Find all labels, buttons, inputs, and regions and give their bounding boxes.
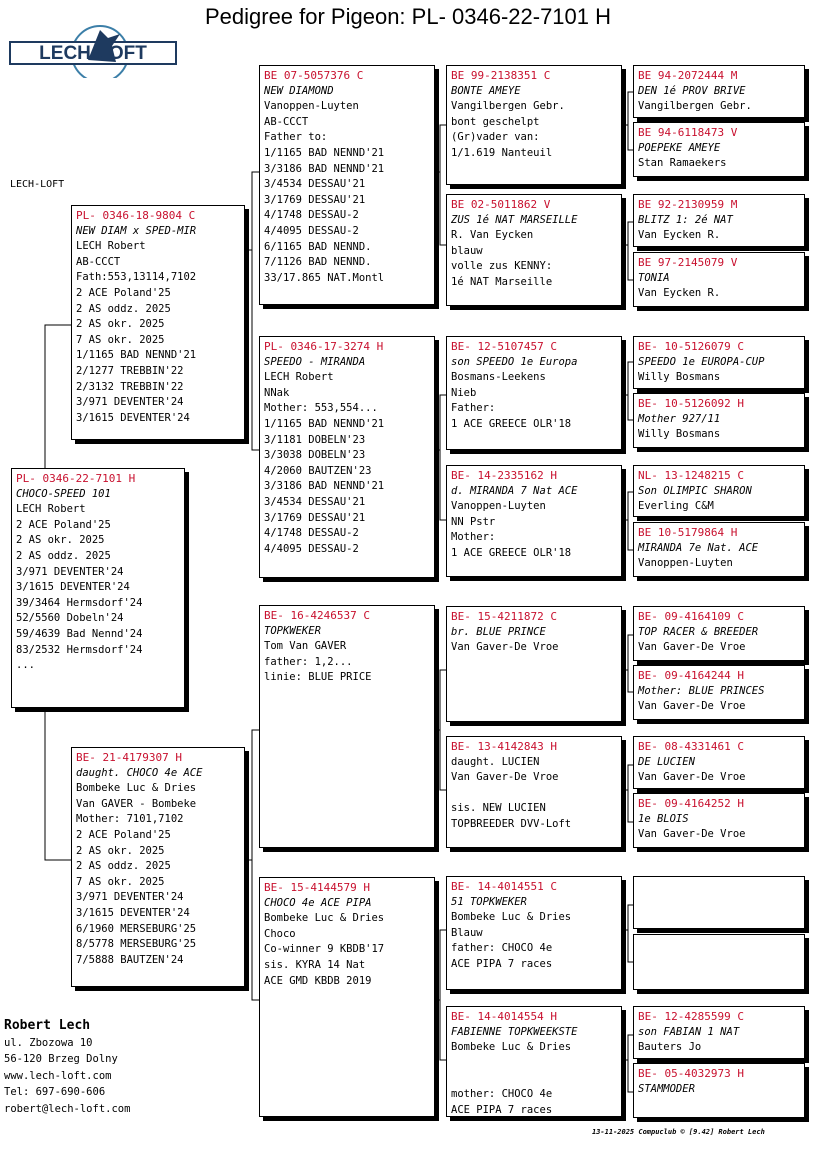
ring-number: PL- 0346-17-3274 H (264, 340, 384, 353)
pigeon-name: STAMMODER (638, 1082, 695, 1095)
pigeon-g5-2[interactable] (633, 122, 805, 177)
pigeon-detail-line: 2 ACE Poland'25 (76, 828, 171, 841)
pigeon-name: SPEEDO 1e EUROPA-CUP (638, 355, 765, 368)
pigeon-name: BLITZ 1: 2é NAT (638, 213, 733, 226)
pigeon-name: 51 TOPKWEKER (451, 895, 527, 908)
pigeon-name: ZUS 1é NAT MARSEILLE (451, 213, 578, 226)
pigeon-detail-line: 4/1748 DESSAU-2 (264, 209, 359, 222)
pigeon-name: d. MIRANDA 7 Nat ACE (451, 484, 578, 497)
pigeon-detail-line: blauw (451, 244, 483, 257)
ring-number: BE- 08-4331461 C (638, 740, 744, 753)
pigeon-detail-line: Vanoppen-Luyten (451, 500, 546, 513)
pigeon-detail-line: 3/4534 DESSAU'21 (264, 178, 366, 191)
pigeon-detail-line: Van Gaver-De Vroe (638, 828, 746, 841)
pigeon-detail-line: Everling C&M (638, 500, 714, 513)
pigeon-detail-line: 3/1615 DEVENTER'24 (76, 411, 190, 424)
ring-number: BE 92-2130959 M (638, 198, 738, 211)
pigeon-detail-line: ACE GMD KBDB 2019 (264, 974, 372, 987)
pigeon-g5-11[interactable] (633, 736, 805, 789)
ring-number: BE- 15-4144579 H (264, 881, 370, 894)
pigeon-sire-sire[interactable] (259, 65, 435, 305)
pigeon-g5-13[interactable] (633, 876, 805, 929)
pigeon-detail-line: 83/2532 Hermsdorf'24 (16, 643, 143, 656)
pigeon-name: Mother 927/11 (638, 412, 721, 425)
ring-number: BE- 21-4179307 H (76, 751, 182, 764)
pigeon-detail-line: bont geschelpt (451, 115, 540, 128)
pigeon-name: Mother: BLUE PRINCES (638, 684, 765, 697)
pigeon-detail-line: Vanoppen-Luyten (264, 100, 359, 113)
breeder-contact (4, 1018, 130, 1117)
pigeon-detail-line: Van Gaver-De Vroe (638, 771, 746, 784)
page-title: Pedigree for Pigeon: PL- 0346-22-7101 H (204, 4, 612, 29)
svg-text:LECH-LOFT: LECH-LOFT (39, 43, 147, 64)
pigeon-detail-line: 3/3186 BAD NENND'21 (264, 480, 385, 493)
pigeon-detail-line: Willy Bosmans (638, 371, 721, 384)
pigeon-detail-line: 4/4095 DESSAU-2 (264, 542, 359, 555)
pigeon-detail-line: 2 ACE Poland'25 (16, 518, 111, 531)
pigeon-g5-9[interactable] (633, 606, 805, 661)
pigeon-detail-line: father: 1,2... (264, 655, 353, 668)
pigeon-detail-line: 52/5560 Dobeln'24 (16, 612, 124, 625)
pigeon-detail-line: ACE PIPA 7 races (451, 1103, 553, 1116)
pigeon-detail-line: father: CHOCO 4e (451, 942, 553, 955)
pigeon-name: FABIENNE TOPKWEEKSTE (451, 1025, 578, 1038)
pigeon-detail-line: 2 ACE Poland'25 (76, 286, 171, 299)
breeder-website[interactable]: www.lech-loft.com (4, 1069, 112, 1082)
pigeon-detail-line: Bombeke Luc & Dries (451, 911, 572, 924)
pigeon-name: son SPEEDO 1e Europa (451, 355, 578, 368)
pigeon-detail-line: 4/2060 BAUTZEN'23 (264, 464, 372, 477)
pigeon-sire-dam[interactable] (259, 336, 435, 578)
ring-number: BE- 12-5107457 C (451, 340, 557, 353)
pigeon-name: CHOCO 4e ACE PIPA (264, 896, 372, 909)
pigeon-detail-line: 39/3464 Hermsdorf'24 (16, 596, 143, 609)
pigeon-detail-line: NN Pstr (451, 515, 496, 528)
ring-number: BE 10-5179864 H (638, 526, 738, 539)
pigeon-detail-line: Fath:553,13114,7102 (76, 271, 197, 284)
ring-number: BE- 15-4211872 C (451, 610, 557, 623)
pigeon-sire[interactable] (71, 205, 245, 440)
ring-number: BE 02-5011862 V (451, 198, 551, 211)
pigeon-detail-line: Bosmans-Leekens (451, 371, 546, 384)
pigeon-sdd[interactable] (446, 465, 622, 577)
pigeon-name: NEW DIAMOND (264, 84, 334, 97)
ring-number: PL- 0346-18-9804 C (76, 209, 196, 222)
pigeon-detail-line: Mother: 7101,7102 (76, 813, 184, 826)
pigeon-detail-line: Vangilbergen Gebr. (451, 100, 565, 113)
breeder-address1: ul. Zbozowa 10 (4, 1036, 93, 1049)
ring-number: BE 97-2145079 V (638, 256, 738, 269)
ring-number: BE- 09-4164244 H (638, 669, 744, 682)
pigeon-subject[interactable] (11, 468, 185, 708)
pigeon-detail-line: 1 ACE GREECE OLR'18 (451, 546, 572, 559)
pigeon-g5-16[interactable] (633, 1063, 805, 1118)
pigeon-detail-line: Van Eycken R. (638, 229, 721, 242)
pigeon-detail-line: 3/971 DEVENTER'24 (76, 891, 184, 904)
pigeon-detail-line: 1/1.619 Nanteuil (451, 146, 553, 159)
pigeon-name: DEN 1é PROV BRIVE (638, 84, 746, 97)
pigeon-detail-line: R. Van Eycken (451, 229, 534, 242)
pigeon-detail-line: Father: (451, 402, 496, 415)
pigeon-dss[interactable] (446, 606, 622, 722)
pigeon-detail-line: Mother: (451, 531, 496, 544)
pigeon-detail-line: 33/17.865 NAT.Montl (264, 271, 385, 284)
ring-number: BE- 10-5126092 H (638, 397, 744, 410)
pigeon-detail-line: Vanoppen-Luyten (638, 557, 733, 570)
pigeon-detail-line: 1 ACE GREECE OLR'18 (451, 417, 572, 430)
footer-credit: 13-11-2025 Compuclub © [9.42] Robert Lech (592, 1128, 765, 1136)
pigeon-name: CHOCO-SPEED 101 (16, 487, 111, 500)
pigeon-detail-line: 2 AS oddz. 2025 (16, 549, 111, 562)
pigeon-detail-line: Willy Bosmans (638, 428, 721, 441)
pigeon-name: TONIA (638, 271, 670, 284)
pigeon-detail-line: 2/3132 TREBBIN'22 (76, 380, 184, 393)
pigeon-g5-1[interactable] (633, 65, 805, 118)
pigeon-detail-line: 7 AS okr. 2025 (76, 875, 165, 888)
pigeon-g5-6[interactable] (633, 393, 805, 448)
pigeon-detail-line: (Gr)vader van: (451, 131, 540, 144)
pigeon-g5-5[interactable] (633, 336, 805, 389)
pigeon-detail-line: volle zus KENNY: (451, 260, 553, 273)
pigeon-detail-line: 2 AS okr. 2025 (76, 844, 165, 857)
pigeon-name: NEW DIAM x SPED-MIR (76, 224, 197, 237)
ring-number: BE- 10-5126079 C (638, 340, 744, 353)
pigeon-detail-line: 2 AS okr. 2025 (16, 534, 105, 547)
pigeon-g5-4[interactable] (633, 252, 805, 307)
pigeon-detail-line: 3/1615 DEVENTER'24 (76, 906, 190, 919)
loft-name: LECH-LOFT (10, 179, 65, 190)
pigeon-detail-line: AB-CCCT (264, 115, 309, 128)
pigeon-sss[interactable] (446, 65, 622, 185)
pigeon-detail-line: Father to: (264, 131, 328, 144)
pigeon-name: son FABIAN 1 NAT (638, 1025, 740, 1038)
pigeon-detail-line: 2/1277 TREBBIN'22 (76, 364, 184, 377)
pigeon-detail-line: ... (16, 659, 35, 672)
pigeon-detail-line: Bombeke Luc & Dries (451, 1041, 572, 1054)
pigeon-g5-8[interactable] (633, 522, 805, 577)
pigeon-detail-line: 3/1615 DEVENTER'24 (16, 581, 130, 594)
pigeon-detail-line: Co-winner 9 KBDB'17 (264, 943, 385, 956)
pigeon-g5-7[interactable] (633, 465, 805, 517)
pigeon-detail-line: 1/1165 BAD NENND'21 (264, 417, 385, 430)
pigeon-detail-line: Van Gaver-De Vroe (638, 641, 746, 654)
pigeon-detail-line (451, 786, 617, 802)
ring-number: NL- 13-1248215 C (638, 469, 744, 482)
ring-number: BE- 05-4032973 H (638, 1067, 744, 1080)
ring-number: BE 99-2138351 C (451, 69, 551, 82)
pigeon-detail-line: ACE PIPA 7 races (451, 957, 553, 970)
pigeon-detail-line: 1/1165 BAD NENND'21 (264, 146, 385, 159)
pigeon-detail-line: Van GAVER - Bombeke (76, 797, 197, 810)
pigeon-detail-line: sis. KYRA 14 Nat (264, 958, 366, 971)
pigeon-detail-line: 2 AS oddz. 2025 (76, 302, 171, 315)
pigeon-detail-line: 4/1748 DESSAU-2 (264, 527, 359, 540)
pigeon-detail-line: 3/3186 BAD NENND'21 (264, 162, 385, 175)
pigeon-detail-line: 6/1165 BAD NENND. (264, 240, 372, 253)
ring-number: BE- 12-4285599 C (638, 1010, 744, 1023)
pigeon-name: BONTE AMEYE (451, 84, 521, 97)
pigeon-detail-line: AB-CCCT (76, 255, 121, 268)
pigeon-detail-line: 1é NAT Marseille (451, 275, 553, 288)
pigeon-dam-sire[interactable] (259, 605, 435, 848)
ring-number: BE- 09-4164109 C (638, 610, 744, 623)
pigeon-detail-line: 59/4639 Bad Nennd'24 (16, 627, 143, 640)
breeder-name: Robert Lech (4, 1018, 91, 1033)
pigeon-detail-line: 3/971 DEVENTER'24 (16, 565, 124, 578)
ring-number: BE- 13-4142843 H (451, 740, 557, 753)
pigeon-dsd[interactable] (446, 736, 622, 848)
pigeon-name: daught. CHOCO 4e ACE (76, 766, 203, 779)
pigeon-detail-line: 6/1960 MERSEBURG'25 (76, 922, 197, 935)
ring-number: BE 94-6118473 V (638, 126, 738, 139)
pigeon-g5-15[interactable] (633, 1006, 805, 1059)
ring-number: BE- 09-4164252 H (638, 797, 744, 810)
pigeon-detail-line: 3/971 DEVENTER'24 (76, 396, 184, 409)
pigeon-detail-line: 3/1769 DESSAU'21 (264, 511, 366, 524)
pigeon-detail-line: 3/1769 DESSAU'21 (264, 193, 366, 206)
pigeon-detail-line: 1/1165 BAD NENND'21 (76, 349, 197, 362)
pigeon-detail-line: Bauters Jo (638, 1041, 702, 1054)
breeder-address2: 56-120 Brzeg Dolny (4, 1053, 118, 1065)
pigeon-detail-line: Mother: 553,554... (264, 402, 378, 415)
pigeon-g5-10[interactable] (633, 665, 805, 720)
pigeon-name: TOPKWEKER (264, 624, 321, 637)
ring-number: BE 07-5057376 C (264, 69, 364, 82)
pigeon-g5-3[interactable] (633, 194, 805, 247)
pigeon-detail-line: 3/4534 DESSAU'21 (264, 495, 366, 508)
pigeon-detail-line: NNak (264, 386, 290, 399)
pigeon-name: MIRANDA 7e Nat. ACE (638, 541, 759, 554)
pigeon-ssd[interactable] (446, 194, 622, 306)
pigeon-detail-line: TOPBREEDER DVV-Loft (451, 817, 572, 830)
pigeon-name: br. BLUE PRINCE (451, 625, 546, 638)
pigeon-detail-line: Vangilbergen Gebr. (638, 100, 752, 113)
pigeon-detail-line: Bombeke Luc & Dries (76, 782, 197, 795)
pigeon-detail-line: LECH Robert (264, 371, 334, 384)
pigeon-name: TOP RACER & BREEDER (638, 625, 759, 638)
pigeon-detail-line: Stan Ramaekers (638, 157, 727, 170)
pigeon-dam-dam[interactable] (259, 877, 435, 1117)
pigeon-dds[interactable] (446, 876, 622, 990)
breeder-phone: Tel: 697-690-606 (4, 1086, 106, 1098)
pigeon-detail-line: 7/5888 BAUTZEN'24 (76, 953, 184, 966)
ring-number: BE 94-2072444 M (638, 69, 738, 82)
pigeon-sds[interactable] (446, 336, 622, 450)
pigeon-name: Son OLIMPIC SHARON (638, 484, 752, 497)
pigeon-detail-line: 2 AS oddz. 2025 (76, 860, 171, 873)
pigeon-detail-line: 3/1181 DOBELN'23 (264, 433, 366, 446)
ring-number: BE- 14-4014554 H (451, 1010, 557, 1023)
ring-number: BE- 16-4246537 C (264, 609, 370, 622)
pigeon-g5-14[interactable] (633, 934, 805, 990)
pigeon-detail-line: 3/3038 DOBELN'23 (264, 449, 366, 462)
pigeon-detail-line: 7 AS okr. 2025 (76, 333, 165, 346)
pigeon-detail-line: Van Gaver-De Vroe (451, 771, 559, 784)
pigeon-detail-line: daught. LUCIEN (451, 755, 540, 768)
ring-number: BE- 14-2335162 H (451, 469, 557, 482)
pigeon-detail-line (451, 1071, 617, 1087)
pigeon-detail-line: Blauw (451, 926, 483, 939)
pigeon-g5-12[interactable] (633, 793, 805, 848)
pigeon-detail-line: Van Eycken R. (638, 287, 721, 300)
pigeon-detail-line: Choco (264, 927, 296, 940)
pigeon-name: SPEEDO - MIRANDA (264, 355, 366, 368)
pigeon-detail-line: Nieb (451, 386, 477, 399)
pigeon-detail-line: Van Gaver-De Vroe (638, 700, 746, 713)
pigeon-detail-line: 7/1126 BAD NENND. (264, 256, 372, 269)
ring-number: BE- 14-4014551 C (451, 880, 557, 893)
pigeon-dam[interactable] (71, 747, 245, 987)
pigeon-detail-line: LECH Robert (76, 240, 146, 253)
breeder-email[interactable]: robert@lech-loft.com (4, 1102, 131, 1115)
pigeon-name: 1e BLOIS (638, 812, 689, 825)
pigeon-detail-line: sis. NEW LUCIEN (451, 802, 546, 815)
pigeon-detail-line: 8/5778 MERSEBURG'25 (76, 938, 197, 951)
pigeon-name: POEPEKE AMEYE (638, 141, 721, 154)
ring-number: PL- 0346-22-7101 H (16, 472, 136, 485)
pigeon-detail-line: LECH Robert (16, 503, 86, 516)
pigeon-detail-line: 4/4095 DESSAU-2 (264, 224, 359, 237)
pigeon-detail-line: linie: BLUE PRICE (264, 671, 372, 684)
pigeon-detail-line: Van Gaver-De Vroe (451, 641, 559, 654)
pigeon-detail-line: mother: CHOCO 4e (451, 1087, 553, 1100)
pigeon-detail-line: Tom Van GAVER (264, 640, 347, 653)
pigeon-detail-line: 2 AS okr. 2025 (76, 318, 165, 331)
pigeon-detail-line: Bombeke Luc & Dries (264, 912, 385, 925)
pigeon-detail-line (451, 1056, 617, 1072)
pigeon-ddd[interactable] (446, 1006, 622, 1117)
pigeon-name: DE LUCIEN (638, 755, 695, 768)
